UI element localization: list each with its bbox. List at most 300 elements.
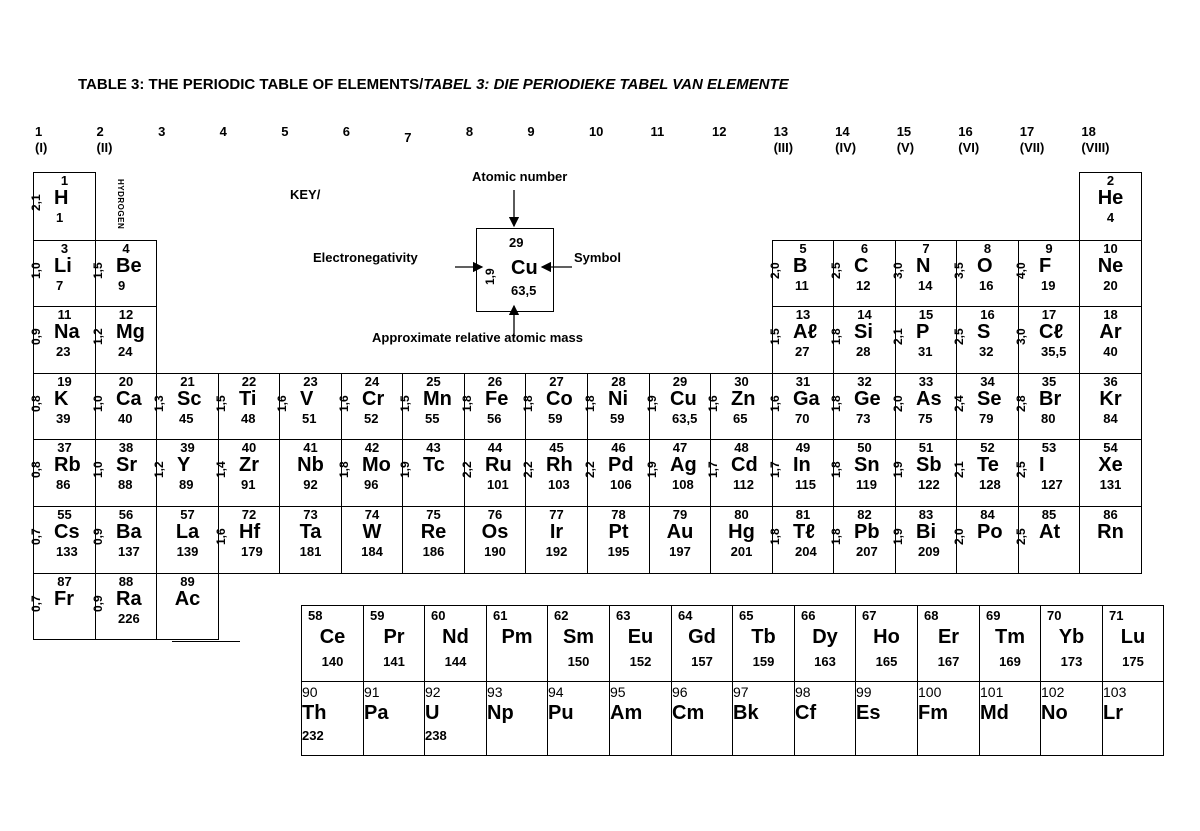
element-symbol: Si	[854, 321, 873, 343]
element-number: 51	[918, 440, 934, 455]
element-symbol: Ca	[116, 388, 142, 410]
element-symbol: Zr	[239, 454, 259, 476]
element-number: 57	[180, 507, 195, 522]
group-number: 6	[342, 124, 350, 139]
element-symbol: I	[1039, 454, 1045, 476]
element-number: 34	[980, 374, 995, 389]
element-mass: 195	[607, 544, 630, 559]
element-number: 49	[795, 440, 811, 455]
element-number: 26	[487, 374, 503, 389]
element-mass: 1	[56, 210, 64, 225]
element-electronegativity: 2,0	[952, 528, 966, 545]
element-symbol: C	[854, 255, 869, 277]
element-electronegativity: 0,8	[29, 395, 43, 412]
element-mass: 141	[383, 654, 405, 669]
element-number: 78	[611, 507, 626, 522]
element-symbol: Dy	[812, 626, 838, 648]
element-symbol: Ta	[299, 521, 322, 543]
element-electronegativity: 3,5	[952, 262, 966, 279]
element-symbol: Gd	[688, 626, 716, 648]
element-electronegativity: 1,8	[521, 395, 535, 412]
element-mass: 7	[56, 278, 64, 293]
element-electronegativity: 1,9	[398, 461, 412, 478]
key-mass-label: Approximate relative atomic mass	[372, 330, 583, 345]
element-number: 3	[60, 241, 69, 256]
element-mass: 192	[545, 544, 568, 559]
element-mass: 152	[629, 654, 652, 669]
element-symbol: Sb	[916, 454, 942, 476]
element-symbol: Ne	[1097, 255, 1124, 277]
element-symbol: Sr	[116, 454, 138, 476]
element-symbol: Be	[116, 255, 142, 277]
element-mass: 209	[918, 544, 940, 559]
element-mass: 51	[302, 411, 317, 426]
element-mass: 20	[1103, 278, 1118, 293]
element-number: 92	[425, 684, 441, 700]
element-number: 1	[60, 173, 69, 188]
element-symbol: Sn	[854, 454, 880, 476]
element-symbol: Nd	[442, 626, 469, 648]
element-symbol: Bi	[916, 521, 936, 543]
element-mass: 65	[733, 411, 748, 426]
element-mass: 106	[610, 477, 632, 492]
element-electronegativity: 1,2	[152, 461, 166, 478]
element-electronegativity: 1,7	[706, 461, 720, 478]
element-number: 89	[180, 574, 195, 589]
hydrogen-label: HYDROGEN	[116, 179, 125, 230]
element-number: 19	[57, 374, 72, 389]
element-number: 102	[1041, 684, 1065, 700]
element-mass: 179	[241, 544, 263, 559]
group-number: 13	[773, 124, 789, 139]
element-mass: 184	[361, 544, 383, 559]
element-number: 9	[1045, 241, 1053, 256]
element-number: 82	[857, 507, 872, 522]
element-mass: 40	[1103, 344, 1118, 359]
group-roman: (VII)	[1019, 140, 1045, 155]
group-roman: (VIII)	[1081, 140, 1110, 155]
element-mass: 89	[179, 477, 194, 492]
element-symbol: H	[54, 187, 69, 209]
element-symbol: Nb	[297, 454, 324, 476]
element-symbol: Se	[977, 388, 1002, 410]
element-electronegativity: 1,7	[768, 461, 782, 478]
element-electronegativity: 2,1	[891, 328, 905, 345]
element-number: 18	[1103, 307, 1118, 322]
element-electronegativity: 2,4	[952, 395, 966, 412]
group-roman: (VI)	[958, 140, 980, 155]
element-electronegativity: 0,9	[29, 328, 43, 345]
element-mass: 201	[730, 544, 753, 559]
element-symbol: Am	[610, 702, 643, 724]
element-symbol: Cs	[54, 521, 80, 543]
element-symbol: Hg	[728, 521, 755, 543]
element-symbol: Rn	[1097, 521, 1124, 543]
element-mass: 19	[1041, 278, 1056, 293]
element-mass: 197	[669, 544, 691, 559]
element-symbol: Te	[977, 454, 999, 476]
element-mass: 79	[979, 411, 994, 426]
element-symbol: Yb	[1058, 626, 1085, 648]
element-number: 94	[548, 684, 564, 700]
element-symbol: In	[793, 454, 811, 476]
element-number: 86	[1103, 507, 1118, 522]
element-number: 68	[924, 608, 939, 623]
element-number: 37	[57, 440, 72, 455]
element-electronegativity: 1,9	[645, 461, 659, 478]
group-number: 9	[527, 124, 535, 139]
element-symbol: Es	[856, 702, 881, 724]
group-number: 15	[896, 124, 912, 139]
element-electronegativity: 2,2	[583, 461, 597, 478]
element-mass: 23	[56, 344, 71, 359]
element-mass: 39	[56, 411, 71, 426]
key-example-symbol: Cu	[511, 257, 538, 279]
element-number: 98	[795, 684, 811, 700]
group-number: 5	[281, 124, 289, 139]
element-mass: 103	[548, 477, 570, 492]
element-symbol: Tm	[995, 626, 1025, 648]
element-symbol: Lr	[1103, 702, 1123, 724]
element-number: 43	[426, 440, 441, 455]
group-number: 1	[35, 124, 43, 139]
element-mass: 16	[979, 278, 994, 293]
element-number: 4	[122, 241, 130, 256]
element-number: 33	[918, 374, 934, 389]
group-number: 10	[588, 124, 604, 139]
element-electronegativity: 2,8	[1014, 395, 1028, 412]
element-number: 47	[672, 440, 688, 455]
element-mass: 163	[814, 654, 836, 669]
element-mass: 56	[487, 411, 502, 426]
element-number: 61	[493, 608, 508, 623]
element-number: 28	[611, 374, 626, 389]
element-number: 81	[795, 507, 811, 522]
element-electronegativity: 0,7	[29, 595, 43, 612]
element-mass: 181	[299, 544, 322, 559]
element-number: 14	[857, 307, 872, 322]
element-number: 58	[308, 608, 323, 623]
element-electronegativity: 1,5	[91, 262, 105, 279]
element-symbol: Ag	[670, 454, 697, 476]
element-electronegativity: 4,0	[1014, 262, 1028, 279]
element-mass: 86	[56, 477, 71, 492]
element-electronegativity: 0,7	[29, 528, 43, 545]
element-mass: 238	[425, 728, 447, 743]
element-mass: 52	[364, 411, 379, 426]
element-number: 74	[364, 507, 380, 522]
element-electronegativity: 2,5	[1014, 461, 1028, 478]
element-symbol: Ru	[485, 454, 512, 476]
element-number: 70	[1047, 608, 1062, 623]
element-symbol: Ar	[1099, 321, 1122, 343]
element-mass: 27	[795, 344, 810, 359]
element-number: 66	[801, 608, 816, 623]
element-mass: 144	[444, 654, 467, 669]
group-number: 4	[219, 124, 227, 139]
group-number: 14	[835, 124, 850, 139]
element-electronegativity: 2,2	[460, 461, 474, 478]
element-mass: 204	[795, 544, 817, 559]
element-number: 53	[1041, 440, 1057, 455]
element-number: 25	[426, 374, 441, 389]
element-symbol: Os	[481, 521, 509, 543]
element-mass: 226	[118, 611, 140, 626]
element-electronegativity: 1,8	[583, 395, 597, 412]
element-mass: 115	[795, 477, 816, 492]
element-number: 64	[678, 608, 693, 623]
element-number: 67	[862, 608, 877, 623]
element-number: 30	[734, 374, 749, 389]
element-number: 87	[57, 574, 72, 589]
title-english: TABLE 3: THE PERIODIC TABLE OF ELEMENTS/	[78, 76, 424, 93]
key-example-mass: 63,5	[511, 283, 537, 298]
element-symbol: Tb	[751, 626, 776, 648]
element-symbol: Ir	[549, 521, 564, 543]
element-symbol: Zn	[731, 388, 756, 410]
element-symbol: Au	[666, 521, 694, 543]
element-electronegativity: 1,8	[829, 328, 843, 345]
element-symbol: Tc	[423, 454, 445, 476]
element-number: 101	[980, 684, 1004, 700]
group-number: 11	[650, 124, 665, 139]
element-symbol: Sm	[562, 626, 595, 648]
element-number: 83	[918, 507, 934, 522]
element-number: 27	[549, 374, 564, 389]
element-electronegativity: 2,5	[829, 262, 843, 279]
element-symbol: As	[916, 388, 942, 410]
element-number: 54	[1103, 440, 1118, 455]
element-mass: 14	[918, 278, 933, 293]
element-symbol: Mo	[362, 454, 391, 476]
element-number: 85	[1041, 507, 1057, 522]
element-symbol: V	[300, 388, 314, 410]
element-number: 29	[672, 374, 688, 389]
element-number: 65	[739, 608, 754, 623]
element-mass: 167	[937, 654, 960, 669]
element-symbol: Rb	[54, 454, 81, 476]
element-symbol: O	[977, 255, 993, 277]
element-electronegativity: 2,2	[521, 461, 535, 478]
element-mass: 190	[484, 544, 506, 559]
element-symbol: Pr	[383, 626, 405, 648]
element-electronegativity: 2,5	[1014, 528, 1028, 545]
element-mass: 9	[118, 278, 126, 293]
element-number: 7	[922, 241, 930, 256]
element-symbol: Bk	[733, 702, 759, 724]
element-mass: 207	[856, 544, 878, 559]
element-symbol: Xe	[1098, 454, 1123, 476]
element-number: 24	[364, 374, 380, 389]
element-number: 71	[1109, 608, 1124, 623]
element-electronegativity: 1,9	[645, 395, 659, 412]
element-symbol: At	[1039, 521, 1061, 543]
element-symbol: Ce	[319, 626, 346, 648]
element-symbol: La	[175, 521, 200, 543]
element-mass: 232	[302, 728, 324, 743]
element-symbol: Pb	[854, 521, 880, 543]
element-electronegativity: 0,8	[29, 461, 43, 478]
element-mass: 88	[118, 477, 133, 492]
element-electronegativity: 1,9	[891, 461, 905, 478]
element-mass: 127	[1041, 477, 1063, 492]
element-electronegativity: 0,9	[91, 528, 105, 545]
element-symbol: Cd	[731, 454, 758, 476]
element-number: 91	[364, 684, 380, 700]
element-symbol: Mg	[116, 321, 145, 343]
element-mass: 73	[856, 411, 871, 426]
element-number: 76	[487, 507, 503, 522]
element-electronegativity: 0,9	[91, 595, 105, 612]
element-electronegativity: 1,0	[91, 395, 105, 412]
element-symbol: N	[916, 255, 931, 277]
element-mass: 159	[752, 654, 775, 669]
element-number: 72	[241, 507, 257, 522]
element-electronegativity: 1,6	[214, 528, 228, 545]
group-number: 17	[1019, 124, 1035, 139]
element-number: 35	[1041, 374, 1057, 389]
element-electronegativity: 2,1	[952, 461, 966, 478]
element-number: 13	[795, 307, 811, 322]
element-symbol: Eu	[627, 626, 654, 648]
element-number: 50	[857, 440, 872, 455]
element-mass: 75	[918, 411, 933, 426]
element-electronegativity: 1,3	[152, 395, 166, 412]
element-symbol: Ac	[174, 588, 201, 610]
element-symbol: B	[793, 255, 808, 277]
element-electronegativity: 1,6	[337, 395, 351, 412]
element-symbol: Pm	[501, 626, 533, 648]
element-symbol: Ge	[854, 388, 881, 410]
group-roman: (II)	[96, 140, 113, 155]
element-symbol: He	[1097, 187, 1124, 209]
element-number: 10	[1103, 241, 1118, 256]
element-mass: 70	[795, 411, 810, 426]
element-symbol: Pd	[608, 454, 634, 476]
element-number: 41	[303, 440, 318, 455]
element-electronegativity: 1,8	[337, 461, 351, 478]
element-mass: 91	[241, 477, 256, 492]
element-number: 96	[672, 684, 688, 700]
element-symbol: Hf	[239, 521, 261, 543]
group-roman: (III)	[773, 140, 794, 155]
element-number: 2	[1106, 173, 1115, 188]
element-symbol: Ni	[608, 388, 628, 410]
element-mass: 28	[856, 344, 871, 359]
element-symbol: Ba	[116, 521, 142, 543]
element-number: 62	[554, 608, 569, 623]
element-mass: 59	[548, 411, 563, 426]
element-symbol: Sc	[177, 388, 202, 410]
element-number: 80	[734, 507, 749, 522]
element-symbol: Ho	[873, 626, 900, 648]
title-afrikaans: TABEL 3: DIE PERIODIEKE TABEL VAN ELEMENTE	[423, 76, 789, 93]
element-mass: 157	[691, 654, 713, 669]
element-number: 63	[616, 608, 631, 623]
element-number: 46	[611, 440, 626, 455]
element-symbol: Th	[302, 702, 327, 724]
element-symbol: Y	[177, 454, 191, 476]
element-symbol: Cu	[670, 388, 697, 410]
element-number: 77	[549, 507, 564, 522]
group-number: 16	[958, 124, 973, 139]
element-symbol: Fe	[485, 388, 509, 410]
element-symbol: Ga	[793, 388, 820, 410]
element-number: 69	[986, 608, 1001, 623]
element-symbol: Pt	[608, 521, 629, 543]
element-symbol: Ra	[116, 588, 142, 610]
element-mass: 12	[856, 278, 871, 293]
element-number: 95	[610, 684, 626, 700]
element-mass: 175	[1122, 654, 1144, 669]
element-mass: 122	[918, 477, 940, 492]
element-symbol: Kr	[1099, 388, 1122, 410]
group-roman: (I)	[35, 140, 48, 155]
element-number: 75	[426, 507, 441, 522]
element-mass: 169	[999, 654, 1021, 669]
element-symbol: Na	[54, 321, 80, 343]
element-symbol: Rh	[546, 454, 573, 476]
element-symbol: P	[916, 321, 930, 343]
element-mass: 59	[610, 411, 625, 426]
element-number: 103	[1103, 684, 1127, 700]
element-symbol: K	[54, 388, 69, 410]
group-number: 3	[158, 124, 166, 139]
element-mass: 119	[856, 477, 877, 492]
element-number: 55	[57, 507, 72, 522]
element-electronegativity: 3,0	[891, 262, 905, 279]
element-electronegativity: 1,4	[214, 461, 228, 478]
element-symbol: S	[977, 321, 991, 343]
element-electronegativity: 2,5	[952, 328, 966, 345]
element-electronegativity: 1,8	[460, 395, 474, 412]
element-symbol: Po	[977, 521, 1003, 543]
element-mass: 140	[321, 654, 344, 669]
element-electronegativity: 1,5	[214, 395, 228, 412]
element-mass: 45	[179, 411, 194, 426]
element-number: 8	[983, 241, 992, 256]
element-mass: 84	[1103, 411, 1118, 426]
element-number: 44	[487, 440, 503, 455]
element-mass: 4	[1106, 210, 1115, 225]
element-mass: 128	[979, 477, 1001, 492]
element-symbol: W	[362, 521, 382, 543]
element-mass: 139	[176, 544, 199, 559]
group-number: 7	[404, 130, 412, 145]
element-number: 36	[1103, 374, 1118, 389]
element-mass: 55	[425, 411, 440, 426]
element-number: 59	[370, 608, 385, 623]
element-mass: 63,5	[672, 411, 698, 426]
element-number: 5	[799, 241, 807, 256]
element-symbol: Re	[420, 521, 447, 543]
element-electronegativity: 1,8	[829, 528, 843, 545]
element-number: 40	[241, 440, 257, 455]
element-number: 22	[241, 374, 257, 389]
element-number: 88	[118, 574, 134, 589]
element-number: 45	[549, 440, 564, 455]
element-mass: 31	[918, 344, 933, 359]
element-symbol: U	[425, 702, 440, 724]
element-symbol: Cm	[672, 702, 705, 724]
element-electronegativity: 1,0	[91, 461, 105, 478]
element-symbol: Np	[487, 702, 514, 724]
element-electronegativity: 2,1	[29, 194, 43, 211]
element-mass: 80	[1041, 411, 1056, 426]
element-symbol: No	[1041, 702, 1068, 724]
element-electronegativity: 1,6	[768, 395, 782, 412]
group-roman: (V)	[896, 140, 915, 155]
